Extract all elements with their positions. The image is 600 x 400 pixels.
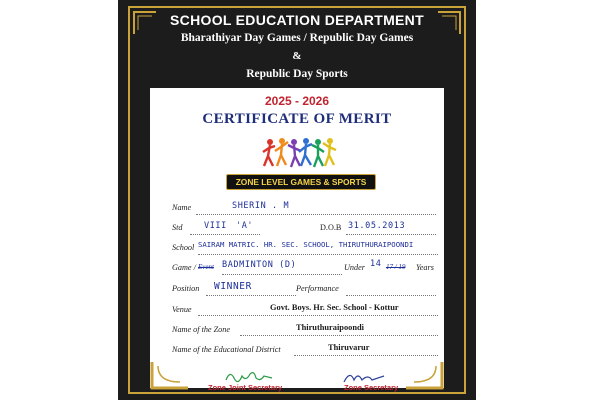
- academic-year: 2025 - 2026: [264, 94, 330, 108]
- sports-silhouettes-icon: [262, 136, 340, 170]
- ampersand: &: [292, 50, 302, 62]
- under-struck: 17 / 19: [386, 263, 406, 271]
- district-value: Thiruvarur: [328, 343, 370, 352]
- sports-title: Republic Day Sports: [246, 68, 348, 80]
- name-line: [196, 214, 436, 215]
- district-label: Name of the Educational District: [172, 345, 281, 354]
- venue-value: Govt. Boys. Hr. Sec. School - Kottur: [270, 303, 399, 312]
- zone-level-banner: ZONE LEVEL GAMES & SPORTS: [226, 174, 376, 190]
- performance-line: [346, 295, 436, 296]
- section-value: 'A': [236, 221, 254, 231]
- venue-label: Venue: [172, 305, 192, 314]
- std-label: Std: [172, 223, 183, 232]
- under-label: Under: [344, 263, 365, 272]
- zone-value: Thiruthuraipoondi: [296, 323, 364, 332]
- school-line: [198, 254, 438, 255]
- std-value: VIII: [204, 221, 227, 231]
- game-label: Game /: [172, 263, 196, 272]
- game-value: BADMINTON (D): [222, 260, 297, 270]
- dob-label: D.O.B: [320, 223, 342, 232]
- name-label: Name: [172, 203, 192, 212]
- zone-secretary-label: Zone Secretary: [344, 383, 399, 392]
- under-value: 14: [370, 259, 382, 269]
- certificate-title: CERTIFICATE OF MERIT: [202, 111, 392, 127]
- venue-line: [198, 315, 438, 316]
- event-label-struck: Event: [198, 263, 214, 271]
- position-value: WINNER: [214, 281, 252, 292]
- zone-line: [240, 335, 438, 336]
- school-label: School: [172, 243, 195, 252]
- district-line: [294, 355, 438, 356]
- position-line: [206, 295, 296, 296]
- dob-line: [346, 234, 436, 235]
- name-value: SHERIN . M: [232, 201, 290, 211]
- dob-value: 31.05.2013: [348, 221, 406, 231]
- certificate-body: [150, 88, 444, 388]
- school-value: SAIRAM MATRIC. HR. SEC. SCHOOL, THIRUTHURAIPOONDI: [198, 240, 414, 249]
- games-title: Bharathiyar Day Games / Republic Day Games: [180, 32, 414, 44]
- position-label: Position: [172, 284, 200, 293]
- bottom-left-ornament-icon: [150, 360, 190, 390]
- performance-label: Performance: [296, 284, 339, 293]
- std-line: [190, 234, 260, 235]
- years-label: Years: [416, 263, 434, 272]
- zone-joint-secretary-label: Zone Joint Secretary: [208, 383, 283, 392]
- zone-label: Name of the Zone: [172, 325, 230, 334]
- department-title: SCHOOL EDUCATION DEPARTMENT: [170, 12, 424, 28]
- game-line: [222, 274, 342, 275]
- bottom-right-ornament-icon: [404, 360, 444, 390]
